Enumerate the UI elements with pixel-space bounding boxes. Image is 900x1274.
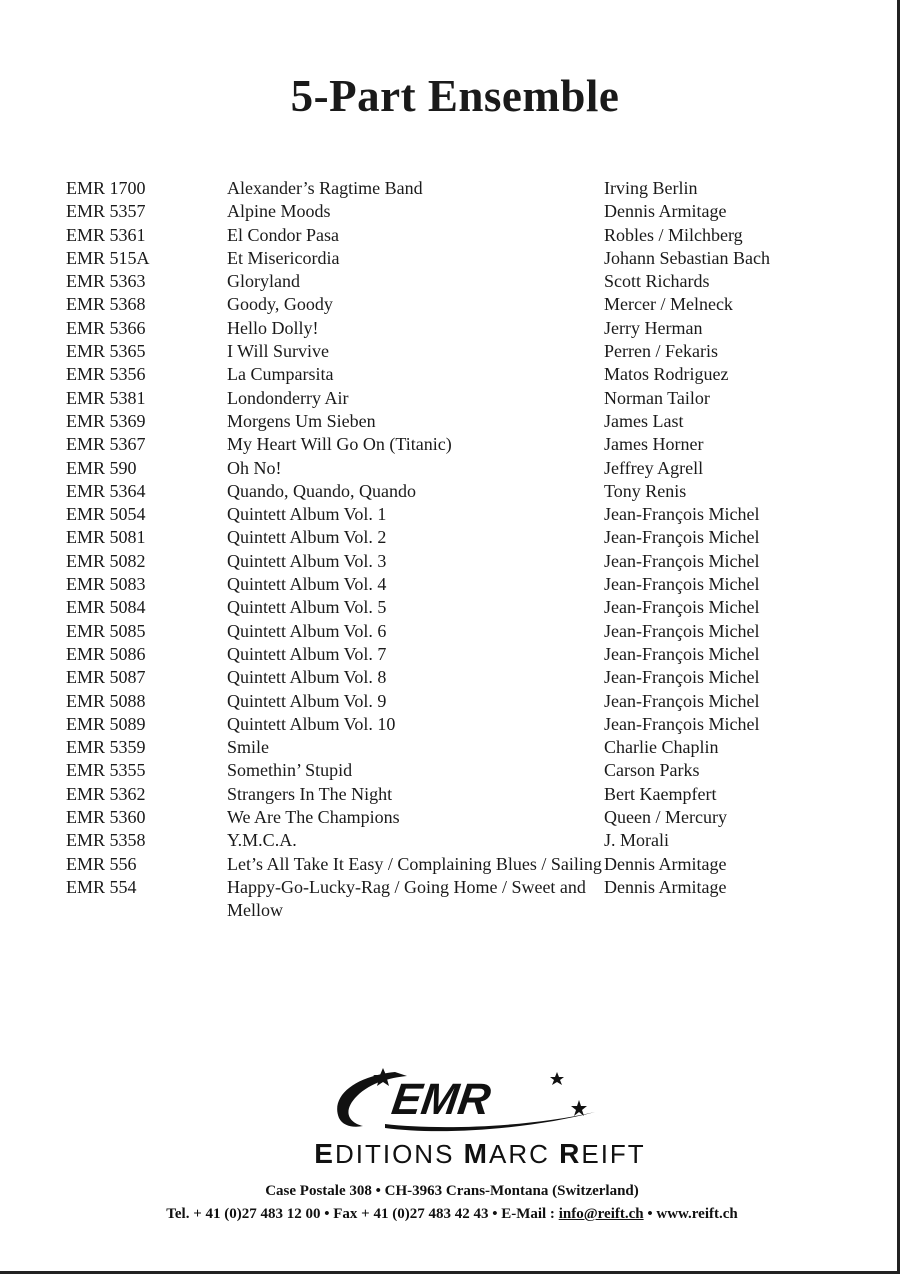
catalog-code: EMR 5085 (66, 620, 146, 641)
catalog-composer: Jean-François Michel (604, 574, 760, 595)
catalog-row (66, 200, 866, 223)
catalog-row (66, 690, 866, 713)
catalog-code: EMR 5362 (66, 783, 146, 804)
catalog-row (66, 480, 866, 503)
catalog-title: I Will Survive (227, 341, 329, 362)
catalog-title: Quintett Album Vol. 6 (227, 620, 387, 641)
catalog-code: EMR 590 (66, 457, 137, 478)
catalog-title: Somethin’ Stupid (227, 760, 353, 781)
catalog-code: EMR 5083 (66, 574, 146, 595)
catalog-composer: Norman Tailor (604, 387, 710, 408)
catalog-title: Let’s All Take It Easy / Complaining Blues / Sailing (227, 853, 602, 874)
catalog-row (66, 550, 866, 573)
catalog-row (66, 620, 866, 643)
catalog-code: EMR 5054 (66, 504, 146, 525)
catalog-composer: Perren / Fekaris (604, 341, 718, 362)
catalog-row (66, 759, 866, 782)
catalog-composer: Mercer / Melneck (604, 294, 733, 315)
catalog-title: Quintett Album Vol. 1 (227, 504, 387, 525)
catalog-row (66, 317, 866, 340)
catalog-title: El Condor Pasa (227, 224, 339, 245)
catalog-code: EMR 5359 (66, 737, 146, 758)
publisher-logo (0, 1066, 900, 1169)
catalog-code: EMR 5363 (66, 271, 146, 292)
catalog-row (66, 270, 866, 293)
page-title: 5-Part Ensemble (290, 71, 620, 121)
catalog-composer: Dennis Armitage (604, 876, 727, 897)
catalog-composer: Jean-François Michel (604, 527, 760, 548)
catalog-row (66, 503, 866, 526)
catalog-title: Quintett Album Vol. 8 (227, 667, 387, 688)
catalog-composer: Scott Richards (604, 271, 710, 292)
catalog-row (66, 876, 866, 923)
catalog-title: Londonderry Air (227, 387, 349, 408)
catalog-row (66, 526, 866, 549)
catalog-code: EMR 5368 (66, 294, 146, 315)
catalog-row (66, 340, 866, 363)
catalog-composer: James Horner (604, 434, 704, 455)
catalog-composer: Jerry Herman (604, 317, 703, 338)
catalog-title: Et Misericordia (227, 247, 340, 268)
catalog-title: Morgens Um Sieben (227, 410, 376, 431)
email-link[interactable]: info@reift.ch (558, 1206, 644, 1222)
contact-phone-fax: Tel. + 41 (0)27 483 12 00 • Fax + 41 (0)27 483 42 43 • E-Mail : (166, 1206, 559, 1222)
catalog-title: Quintett Album Vol. 7 (227, 643, 387, 664)
catalog-composer: Jean-François Michel (604, 504, 760, 525)
catalog-composer: Jean-François Michel (604, 690, 760, 711)
catalog-composer: Matos Rodriguez (604, 364, 729, 385)
catalog-title: Quintett Album Vol. 2 (227, 527, 387, 548)
catalog-title: Alexander’s Ragtime Band (227, 178, 423, 198)
catalog-row (66, 783, 866, 806)
catalog-title: My Heart Will Go On (Titanic) (227, 434, 452, 455)
catalog-title: La Cumparsita (227, 364, 334, 385)
catalog-composer: Jeffrey Agrell (604, 457, 704, 478)
publisher-name-initial-e: E (314, 1138, 335, 1169)
emr-logo-text: EMR (388, 1075, 494, 1124)
publisher-address: Case Postale 308 • CH-3963 Crans-Montana (Switzerland) (265, 1183, 639, 1199)
catalog-row (66, 293, 866, 316)
catalog-code: EMR 5360 (66, 807, 146, 828)
catalog-code: EMR 5355 (66, 760, 146, 781)
catalog-composer: Charlie Chaplin (604, 737, 719, 758)
publisher-name (0, 1138, 900, 1170)
publisher-name-initial-r: R (559, 1138, 582, 1169)
catalog-title: Quintett Album Vol. 10 (227, 713, 396, 734)
catalog-row (66, 643, 866, 666)
catalog-row (66, 713, 866, 736)
contact-website: • www.reift.ch (643, 1206, 738, 1222)
catalog-composer: Irving Berlin (604, 178, 698, 198)
catalog-title: Quintett Album Vol. 3 (227, 550, 387, 571)
publisher-name-word1: DITIONS (334, 1139, 455, 1169)
catalog-row (66, 596, 866, 619)
catalog-code: EMR 5088 (66, 690, 146, 711)
catalog-code: EMR 5369 (66, 410, 146, 431)
catalog-code: EMR 5364 (66, 480, 146, 501)
catalog-composer: Tony Renis (604, 480, 687, 501)
publisher-name-initial-m: M (463, 1138, 489, 1169)
catalog-code: EMR 5087 (66, 667, 146, 688)
catalog-row (66, 806, 866, 829)
catalog-row (66, 410, 866, 433)
catalog-title: Strangers In The Night (227, 783, 393, 804)
catalog-composer: J. Morali (604, 830, 669, 851)
catalog-composer: James Last (604, 410, 684, 431)
publisher-name-word3: EIFT (581, 1139, 646, 1169)
catalog-composer: Jean-François Michel (604, 643, 760, 664)
catalog-title: Quando, Quando, Quando (227, 480, 416, 501)
catalog-code: EMR 5081 (66, 527, 146, 548)
catalog-code: EMR 5365 (66, 341, 146, 362)
catalog-title: We Are The Champions (227, 807, 400, 828)
catalog-composer: Queen / Mercury (604, 807, 727, 828)
catalog-composer: Jean-François Michel (604, 550, 760, 571)
catalog-code: EMR 556 (66, 853, 137, 874)
catalog-composer: Jean-François Michel (604, 620, 760, 641)
catalog-title: Happy-Go-Lucky-Rag / Going Home / Sweet and Mellow (227, 876, 586, 921)
catalog-code: EMR 515A (66, 247, 150, 268)
catalog-composer: Johann Sebastian Bach (604, 247, 770, 268)
catalog-title: Quintett Album Vol. 4 (227, 574, 387, 595)
catalog-row (66, 363, 866, 386)
catalog-code: EMR 5082 (66, 550, 146, 571)
emr-logo-mark (325, 1066, 605, 1136)
catalog-row (66, 736, 866, 759)
catalog-row (66, 247, 866, 270)
catalog-code: EMR 554 (66, 876, 137, 897)
catalog-title: Gloryland (227, 271, 300, 292)
catalog-title: Hello Dolly! (227, 317, 319, 338)
catalog-row (66, 666, 866, 689)
catalog-composer: Jean-François Michel (604, 667, 760, 688)
catalog-composer: Dennis Armitage (604, 853, 727, 874)
catalog-code: EMR 5367 (66, 434, 146, 455)
catalog-row (66, 387, 866, 410)
catalog-code: EMR 5357 (66, 201, 146, 222)
catalog-composer: Dennis Armitage (604, 201, 727, 222)
catalog-title: Alpine Moods (227, 201, 331, 222)
catalog-row (66, 457, 866, 480)
catalog-title: Smile (227, 737, 270, 758)
catalog-code: EMR 5358 (66, 830, 146, 851)
catalog-code: EMR 5089 (66, 713, 146, 734)
catalog-row (66, 224, 866, 247)
catalog-code: EMR 5361 (66, 224, 146, 245)
catalog-list (66, 177, 866, 923)
catalog-composer: Jean-François Michel (604, 713, 760, 734)
catalog-composer: Robles / Milchberg (604, 224, 743, 245)
catalog-title: Oh No! (227, 457, 282, 478)
catalog-code: EMR 5356 (66, 364, 146, 385)
catalog-code: EMR 5366 (66, 317, 146, 338)
catalog-code: EMR 5084 (66, 597, 146, 618)
catalog-composer: Jean-François Michel (604, 597, 760, 618)
catalog-row (66, 433, 866, 456)
catalog-title: Quintett Album Vol. 9 (227, 690, 387, 711)
catalog-title: Quintett Album Vol. 5 (227, 597, 387, 618)
catalog-code: EMR 5381 (66, 387, 146, 408)
catalog-row (66, 829, 866, 852)
publisher-contact (2, 1206, 900, 1223)
publisher-name-word2: ARC (488, 1139, 550, 1169)
catalog-row (66, 177, 866, 200)
catalog-composer: Bert Kaempfert (604, 783, 717, 804)
catalog-code: EMR 5086 (66, 643, 146, 664)
catalog-composer: Carson Parks (604, 760, 700, 781)
catalog-title: Goody, Goody (227, 294, 333, 315)
catalog-row (66, 853, 866, 876)
catalog-title: Y.M.C.A. (227, 830, 297, 851)
catalog-row (66, 573, 866, 596)
catalog-code: EMR 1700 (66, 178, 146, 198)
